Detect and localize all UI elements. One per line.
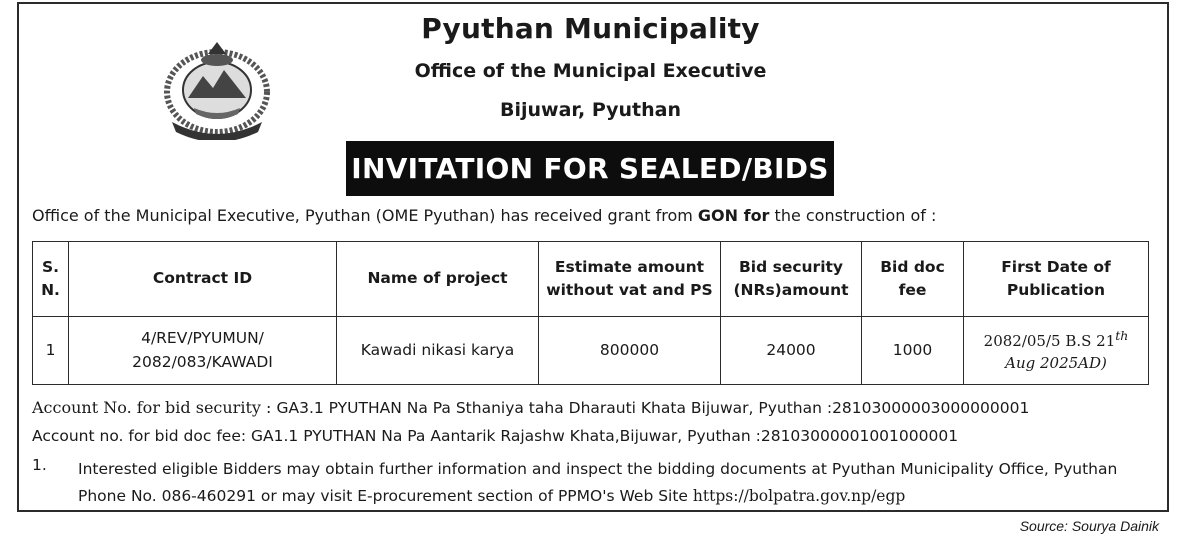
- pubdate-part1: 2082/05/5 B.S 21: [983, 331, 1116, 350]
- invitation-banner: INVITATION FOR SEALED/BIDS: [346, 141, 834, 196]
- cell-docfee: 1000: [862, 317, 964, 385]
- pubdate-part2: Aug 2025AD): [1005, 354, 1107, 372]
- cell-pubdate: [964, 317, 1149, 385]
- note-body: Interested eligible Bidders may obtain further information and inspect the bidding documents at Pyuthan Municipality Office, Pyuthan Phone No. 086-460291 or may visit E-procurement section of PPMO's Web Site: [78, 460, 1118, 505]
- egp-link[interactable]: https://bolpatra.gov.np/egp: [692, 487, 906, 505]
- note-number: 1.: [32, 456, 47, 474]
- col-header-estimate: Estimate amount without vat and PS: [539, 242, 721, 317]
- pubdate-sup: th: [1115, 327, 1129, 343]
- location-subtitle: Bijuwar, Pyuthan: [500, 99, 681, 121]
- cell-estimate: 800000: [539, 317, 721, 385]
- contract-id-line2: 2082/083/KAWADI: [132, 352, 273, 371]
- col-header-contract-id: Contract ID: [69, 242, 337, 317]
- account-security-label: Account No. for bid security :: [32, 398, 277, 417]
- office-subtitle: Office of the Municipal Executive: [414, 60, 767, 82]
- cell-contract-id: [69, 317, 337, 385]
- source-credit: Source: Sourya Dainik: [1019, 518, 1159, 534]
- cell-sn: 1: [33, 317, 69, 385]
- table-header-row: [33, 242, 1149, 317]
- page-title: Pyuthan Municipality: [421, 12, 760, 45]
- nepal-emblem-icon: [158, 36, 276, 140]
- bid-table: [32, 241, 1149, 385]
- intro-part2: the construction of :: [769, 206, 937, 225]
- table-row: [33, 317, 1149, 385]
- cell-project: Kawadi nikasi karya: [337, 317, 539, 385]
- col-header-project: Name of project: [337, 242, 539, 317]
- intro-part1: Office of the Municipal Executive, Pyuthan (OME Pyuthan) has received grant from: [32, 206, 698, 225]
- note-text: [78, 456, 1163, 510]
- contract-id-line1: 4/REV/PYUMUN/: [141, 329, 264, 348]
- account-security: [32, 398, 1029, 417]
- account-security-value: GA3.1 PYUTHAN Na Pa Sthaniya taha Dharauti Khata Bijuwar, Pyuthan :28103000003000000001: [276, 399, 1030, 417]
- account-docfee: Account no. for bid doc fee: GA1.1 PYUTHAN Na Pa Aantarik Rajashw Khata,Bijuwar, Pyuthan :28103000001001000001: [32, 427, 959, 445]
- col-header-docfee: Bid doc fee: [862, 242, 964, 317]
- col-header-pubdate: First Date of Publication: [964, 242, 1149, 317]
- col-header-security: Bid security (NRs)amount: [721, 242, 862, 317]
- cell-security: 24000: [721, 317, 862, 385]
- intro-text: [32, 206, 936, 225]
- intro-bold: GON for: [697, 206, 770, 225]
- col-header-sn: S. N.: [33, 242, 69, 317]
